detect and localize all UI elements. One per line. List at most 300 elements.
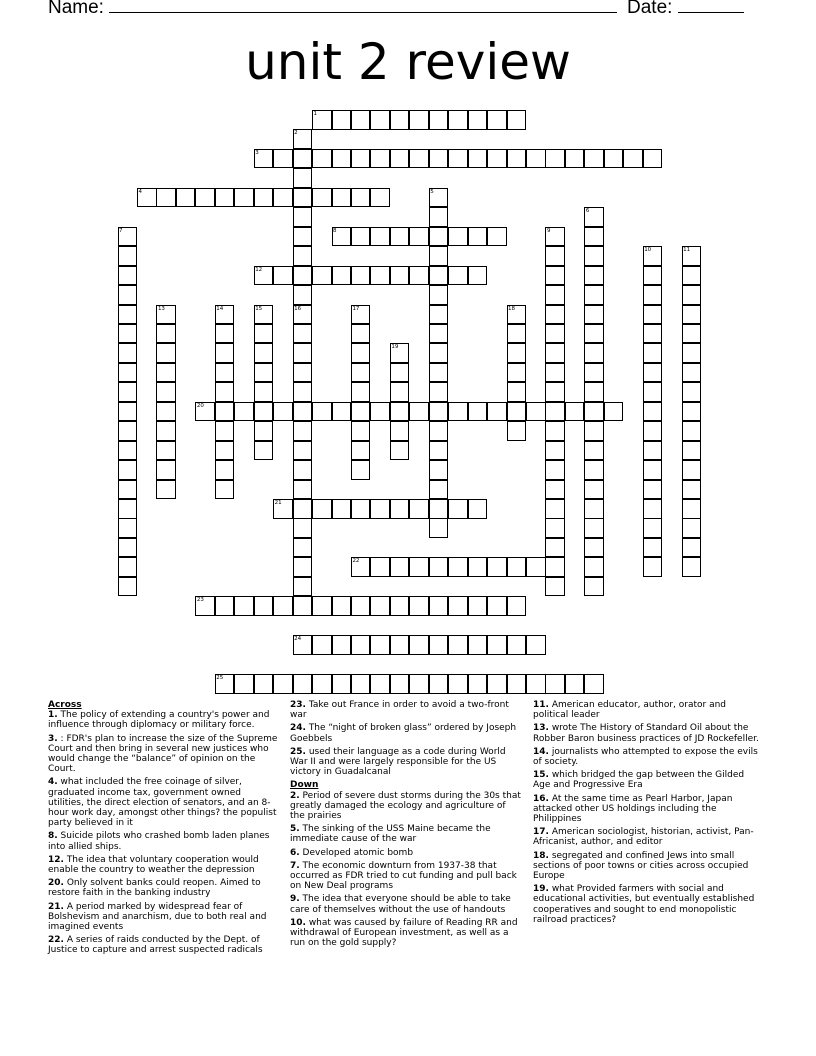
grid-cell[interactable] xyxy=(448,635,468,655)
grid-cell[interactable] xyxy=(565,674,585,694)
grid-cell[interactable] xyxy=(448,499,468,519)
grid-cell[interactable] xyxy=(643,149,663,169)
grid-cell[interactable] xyxy=(468,227,488,247)
grid-cell[interactable] xyxy=(545,441,565,461)
grid-cell[interactable] xyxy=(351,324,371,344)
grid-cell[interactable] xyxy=(409,227,429,247)
grid-cell[interactable] xyxy=(682,305,702,325)
grid-cell[interactable] xyxy=(293,188,313,208)
grid-cell[interactable] xyxy=(312,674,332,694)
grid-cell[interactable] xyxy=(332,266,352,286)
grid-cell[interactable] xyxy=(118,285,138,305)
grid-cell[interactable] xyxy=(156,324,176,344)
grid-cell[interactable] xyxy=(215,460,235,480)
grid-cell[interactable] xyxy=(118,343,138,363)
grid-cell[interactable] xyxy=(312,499,332,519)
grid-cell[interactable] xyxy=(409,110,429,130)
grid-cell[interactable] xyxy=(215,402,235,422)
grid-cell[interactable] xyxy=(351,266,371,286)
grid-cell[interactable] xyxy=(429,480,449,500)
grid-cell[interactable] xyxy=(156,363,176,383)
grid-cell[interactable] xyxy=(429,110,449,130)
grid-cell[interactable] xyxy=(351,596,371,616)
grid-cell[interactable] xyxy=(643,305,663,325)
grid-cell[interactable] xyxy=(468,402,488,422)
grid-cell[interactable] xyxy=(487,402,507,422)
grid-cell[interactable] xyxy=(118,266,138,286)
grid-cell[interactable] xyxy=(118,324,138,344)
grid-cell[interactable] xyxy=(370,499,390,519)
grid-cell[interactable] xyxy=(507,557,527,577)
grid-cell[interactable] xyxy=(234,596,254,616)
grid-cell[interactable] xyxy=(254,343,274,363)
grid-cell[interactable] xyxy=(507,149,527,169)
grid-cell[interactable] xyxy=(390,635,410,655)
grid-cell[interactable] xyxy=(682,538,702,558)
grid-cell[interactable] xyxy=(312,402,332,422)
grid-cell[interactable] xyxy=(390,441,410,461)
grid-cell[interactable] xyxy=(293,246,313,266)
grid-cell[interactable] xyxy=(351,441,371,461)
grid-cell[interactable] xyxy=(215,363,235,383)
grid-cell[interactable] xyxy=(176,188,196,208)
grid-cell[interactable] xyxy=(351,635,371,655)
grid-cell[interactable] xyxy=(429,324,449,344)
grid-cell[interactable] xyxy=(370,227,390,247)
grid-cell[interactable] xyxy=(643,382,663,402)
grid-cell[interactable] xyxy=(487,110,507,130)
grid-cell[interactable] xyxy=(643,402,663,422)
grid-cell[interactable] xyxy=(584,227,604,247)
grid-cell[interactable] xyxy=(584,285,604,305)
grid-cell[interactable] xyxy=(254,596,274,616)
grid-cell[interactable] xyxy=(545,480,565,500)
grid-cell[interactable] xyxy=(118,460,138,480)
grid-cell[interactable] xyxy=(351,382,371,402)
grid-cell[interactable] xyxy=(584,421,604,441)
grid-cell[interactable] xyxy=(118,402,138,422)
grid-cell[interactable] xyxy=(293,499,313,519)
grid-cell[interactable] xyxy=(545,324,565,344)
grid-cell[interactable] xyxy=(293,480,313,500)
grid-cell[interactable] xyxy=(293,343,313,363)
grid-cell[interactable] xyxy=(273,149,293,169)
grid-cell[interactable] xyxy=(507,421,527,441)
grid-cell[interactable] xyxy=(584,480,604,500)
grid-cell[interactable] xyxy=(429,635,449,655)
grid-cell[interactable] xyxy=(293,577,313,597)
grid-cell[interactable] xyxy=(682,499,702,519)
grid-cell[interactable] xyxy=(526,674,546,694)
grid-cell[interactable] xyxy=(468,266,488,286)
grid-cell[interactable] xyxy=(448,402,468,422)
grid-cell[interactable] xyxy=(332,674,352,694)
grid-cell[interactable] xyxy=(409,674,429,694)
grid-cell[interactable] xyxy=(215,480,235,500)
grid-cell[interactable] xyxy=(312,266,332,286)
grid-cell[interactable] xyxy=(293,538,313,558)
grid-cell[interactable] xyxy=(254,674,274,694)
grid-cell[interactable] xyxy=(584,149,604,169)
grid-cell[interactable] xyxy=(682,382,702,402)
grid-cell[interactable] xyxy=(429,402,449,422)
grid-cell[interactable] xyxy=(429,674,449,694)
grid-cell[interactable] xyxy=(545,518,565,538)
grid-cell[interactable] xyxy=(429,518,449,538)
grid-cell[interactable] xyxy=(293,421,313,441)
grid-cell[interactable] xyxy=(429,266,449,286)
grid-cell[interactable] xyxy=(643,266,663,286)
grid-cell[interactable] xyxy=(429,246,449,266)
grid-cell[interactable] xyxy=(507,363,527,383)
grid-cell[interactable] xyxy=(682,518,702,538)
grid-cell[interactable] xyxy=(643,480,663,500)
grid-cell[interactable] xyxy=(332,402,352,422)
grid-cell[interactable] xyxy=(584,538,604,558)
grid-cell[interactable] xyxy=(156,421,176,441)
grid-cell[interactable] xyxy=(682,557,702,577)
grid-cell[interactable] xyxy=(118,363,138,383)
grid-cell[interactable] xyxy=(293,285,313,305)
grid-cell[interactable] xyxy=(526,635,546,655)
grid-cell[interactable] xyxy=(682,266,702,286)
grid-cell[interactable] xyxy=(565,149,585,169)
grid-cell[interactable] xyxy=(390,596,410,616)
grid-cell[interactable] xyxy=(293,363,313,383)
grid-cell[interactable] xyxy=(312,596,332,616)
grid-cell[interactable] xyxy=(118,246,138,266)
grid-cell[interactable] xyxy=(643,343,663,363)
grid-cell[interactable] xyxy=(682,441,702,461)
grid-cell[interactable] xyxy=(429,460,449,480)
grid-cell[interactable] xyxy=(390,149,410,169)
grid-cell[interactable] xyxy=(215,421,235,441)
grid-cell[interactable] xyxy=(584,382,604,402)
grid-cell[interactable] xyxy=(545,402,565,422)
grid-cell[interactable] xyxy=(468,110,488,130)
grid-cell[interactable] xyxy=(545,305,565,325)
grid-cell[interactable] xyxy=(682,363,702,383)
grid-cell[interactable] xyxy=(390,363,410,383)
grid-cell[interactable] xyxy=(545,557,565,577)
grid-cell[interactable] xyxy=(682,285,702,305)
grid-cell[interactable] xyxy=(429,305,449,325)
grid-cell[interactable] xyxy=(351,674,371,694)
grid-cell[interactable] xyxy=(332,635,352,655)
grid-cell[interactable] xyxy=(545,538,565,558)
grid-cell[interactable] xyxy=(545,460,565,480)
grid-cell[interactable] xyxy=(545,285,565,305)
grid-cell[interactable] xyxy=(118,382,138,402)
grid-cell[interactable] xyxy=(351,188,371,208)
grid-cell[interactable] xyxy=(254,363,274,383)
grid-cell[interactable] xyxy=(584,343,604,363)
grid-cell[interactable] xyxy=(118,557,138,577)
grid-cell[interactable] xyxy=(118,499,138,519)
grid-cell[interactable] xyxy=(643,363,663,383)
grid-cell[interactable] xyxy=(351,499,371,519)
grid-cell[interactable] xyxy=(468,499,488,519)
grid-cell[interactable] xyxy=(448,227,468,247)
grid-cell[interactable] xyxy=(351,343,371,363)
grid-cell[interactable] xyxy=(468,596,488,616)
grid-cell[interactable] xyxy=(682,460,702,480)
grid-cell[interactable] xyxy=(623,149,643,169)
grid-cell[interactable] xyxy=(118,421,138,441)
grid-cell[interactable] xyxy=(487,227,507,247)
grid-cell[interactable] xyxy=(215,188,235,208)
grid-cell[interactable] xyxy=(448,110,468,130)
grid-cell[interactable] xyxy=(682,343,702,363)
grid-cell[interactable] xyxy=(215,596,235,616)
grid-cell[interactable] xyxy=(468,557,488,577)
grid-cell[interactable] xyxy=(118,441,138,461)
grid-cell[interactable] xyxy=(351,421,371,441)
grid-cell[interactable] xyxy=(409,149,429,169)
grid-cell[interactable] xyxy=(584,518,604,538)
grid-cell[interactable] xyxy=(332,188,352,208)
grid-cell[interactable] xyxy=(584,499,604,519)
grid-cell[interactable] xyxy=(682,324,702,344)
grid-cell[interactable] xyxy=(409,596,429,616)
grid-cell[interactable] xyxy=(643,441,663,461)
grid-cell[interactable] xyxy=(526,557,546,577)
grid-cell[interactable] xyxy=(273,188,293,208)
grid-cell[interactable] xyxy=(448,266,468,286)
grid-cell[interactable] xyxy=(390,674,410,694)
name-field-line[interactable] xyxy=(109,0,617,13)
grid-cell[interactable] xyxy=(351,460,371,480)
grid-cell[interactable] xyxy=(643,538,663,558)
grid-cell[interactable] xyxy=(507,635,527,655)
grid-cell[interactable] xyxy=(215,343,235,363)
grid-cell[interactable] xyxy=(156,441,176,461)
grid-cell[interactable] xyxy=(409,557,429,577)
grid-cell[interactable] xyxy=(273,402,293,422)
grid-cell[interactable] xyxy=(254,441,274,461)
grid-cell[interactable] xyxy=(312,188,332,208)
grid-cell[interactable] xyxy=(545,674,565,694)
grid-cell[interactable] xyxy=(545,499,565,519)
grid-cell[interactable] xyxy=(468,635,488,655)
grid-cell[interactable] xyxy=(370,674,390,694)
grid-cell[interactable] xyxy=(584,324,604,344)
grid-cell[interactable] xyxy=(409,499,429,519)
grid-cell[interactable] xyxy=(293,227,313,247)
date-field-line[interactable] xyxy=(678,0,744,13)
grid-cell[interactable] xyxy=(429,499,449,519)
grid-cell[interactable] xyxy=(312,635,332,655)
grid-cell[interactable] xyxy=(429,285,449,305)
grid-cell[interactable] xyxy=(293,402,313,422)
grid-cell[interactable] xyxy=(429,149,449,169)
grid-cell[interactable] xyxy=(584,460,604,480)
grid-cell[interactable] xyxy=(507,402,527,422)
grid-cell[interactable] xyxy=(507,343,527,363)
grid-cell[interactable] xyxy=(370,188,390,208)
grid-cell[interactable] xyxy=(429,343,449,363)
grid-cell[interactable] xyxy=(118,577,138,597)
grid-cell[interactable] xyxy=(429,557,449,577)
grid-cell[interactable] xyxy=(487,635,507,655)
grid-cell[interactable] xyxy=(545,149,565,169)
grid-cell[interactable] xyxy=(604,149,624,169)
grid-cell[interactable] xyxy=(332,596,352,616)
grid-cell[interactable] xyxy=(390,499,410,519)
grid-cell[interactable] xyxy=(234,674,254,694)
grid-cell[interactable] xyxy=(156,382,176,402)
grid-cell[interactable] xyxy=(468,149,488,169)
grid-cell[interactable] xyxy=(507,324,527,344)
grid-cell[interactable] xyxy=(409,635,429,655)
grid-cell[interactable] xyxy=(156,402,176,422)
grid-cell[interactable] xyxy=(468,674,488,694)
grid-cell[interactable] xyxy=(487,149,507,169)
grid-cell[interactable] xyxy=(370,110,390,130)
grid-cell[interactable] xyxy=(390,382,410,402)
grid-cell[interactable] xyxy=(584,441,604,461)
grid-cell[interactable] xyxy=(584,674,604,694)
grid-cell[interactable] xyxy=(370,635,390,655)
grid-cell[interactable] xyxy=(293,149,313,169)
grid-cell[interactable] xyxy=(293,460,313,480)
grid-cell[interactable] xyxy=(390,402,410,422)
grid-cell[interactable] xyxy=(584,305,604,325)
grid-cell[interactable] xyxy=(370,149,390,169)
grid-cell[interactable] xyxy=(487,596,507,616)
grid-cell[interactable] xyxy=(429,421,449,441)
grid-cell[interactable] xyxy=(409,266,429,286)
grid-cell[interactable] xyxy=(293,441,313,461)
grid-cell[interactable] xyxy=(215,324,235,344)
grid-cell[interactable] xyxy=(273,266,293,286)
grid-cell[interactable] xyxy=(507,110,527,130)
grid-cell[interactable] xyxy=(526,149,546,169)
grid-cell[interactable] xyxy=(312,149,332,169)
grid-cell[interactable] xyxy=(545,363,565,383)
grid-cell[interactable] xyxy=(545,577,565,597)
grid-cell[interactable] xyxy=(448,557,468,577)
grid-cell[interactable] xyxy=(293,266,313,286)
grid-cell[interactable] xyxy=(526,402,546,422)
grid-cell[interactable] xyxy=(370,402,390,422)
grid-cell[interactable] xyxy=(584,363,604,383)
grid-cell[interactable] xyxy=(351,149,371,169)
grid-cell[interactable] xyxy=(643,421,663,441)
grid-cell[interactable] xyxy=(351,110,371,130)
grid-cell[interactable] xyxy=(584,557,604,577)
grid-cell[interactable] xyxy=(409,402,429,422)
grid-cell[interactable] xyxy=(487,557,507,577)
grid-cell[interactable] xyxy=(545,421,565,441)
grid-cell[interactable] xyxy=(448,674,468,694)
grid-cell[interactable] xyxy=(370,596,390,616)
grid-cell[interactable] xyxy=(293,557,313,577)
grid-cell[interactable] xyxy=(429,363,449,383)
grid-cell[interactable] xyxy=(118,518,138,538)
grid-cell[interactable] xyxy=(448,149,468,169)
grid-cell[interactable] xyxy=(370,266,390,286)
grid-cell[interactable] xyxy=(273,674,293,694)
grid-cell[interactable] xyxy=(351,227,371,247)
grid-cell[interactable] xyxy=(429,596,449,616)
grid-cell[interactable] xyxy=(507,382,527,402)
grid-cell[interactable] xyxy=(195,188,215,208)
grid-cell[interactable] xyxy=(156,188,176,208)
grid-cell[interactable] xyxy=(332,499,352,519)
grid-cell[interactable] xyxy=(273,596,293,616)
grid-cell[interactable] xyxy=(643,285,663,305)
grid-cell[interactable] xyxy=(293,674,313,694)
grid-cell[interactable] xyxy=(370,557,390,577)
grid-cell[interactable] xyxy=(604,402,624,422)
grid-cell[interactable] xyxy=(584,266,604,286)
grid-cell[interactable] xyxy=(234,188,254,208)
grid-cell[interactable] xyxy=(351,363,371,383)
grid-cell[interactable] xyxy=(118,305,138,325)
grid-cell[interactable] xyxy=(118,538,138,558)
grid-cell[interactable] xyxy=(545,266,565,286)
grid-cell[interactable] xyxy=(234,402,254,422)
grid-cell[interactable] xyxy=(545,343,565,363)
grid-cell[interactable] xyxy=(682,421,702,441)
grid-cell[interactable] xyxy=(293,324,313,344)
grid-cell[interactable] xyxy=(429,382,449,402)
grid-cell[interactable] xyxy=(293,207,313,227)
grid-cell[interactable] xyxy=(254,382,274,402)
grid-cell[interactable] xyxy=(682,402,702,422)
grid-cell[interactable] xyxy=(643,324,663,344)
grid-cell[interactable] xyxy=(643,460,663,480)
grid-cell[interactable] xyxy=(429,227,449,247)
grid-cell[interactable] xyxy=(293,168,313,188)
grid-cell[interactable] xyxy=(584,402,604,422)
grid-cell[interactable] xyxy=(487,674,507,694)
grid-cell[interactable] xyxy=(293,382,313,402)
grid-cell[interactable] xyxy=(390,266,410,286)
grid-cell[interactable] xyxy=(254,421,274,441)
grid-cell[interactable] xyxy=(390,557,410,577)
grid-cell[interactable] xyxy=(643,557,663,577)
grid-cell[interactable] xyxy=(565,402,585,422)
grid-cell[interactable] xyxy=(584,246,604,266)
grid-cell[interactable] xyxy=(254,188,274,208)
grid-cell[interactable] xyxy=(254,402,274,422)
grid-cell[interactable] xyxy=(545,382,565,402)
grid-cell[interactable] xyxy=(293,596,313,616)
grid-cell[interactable] xyxy=(156,480,176,500)
grid-cell[interactable] xyxy=(682,480,702,500)
grid-cell[interactable] xyxy=(643,518,663,538)
grid-cell[interactable] xyxy=(390,227,410,247)
grid-cell[interactable] xyxy=(156,460,176,480)
grid-cell[interactable] xyxy=(390,421,410,441)
grid-cell[interactable] xyxy=(545,246,565,266)
grid-cell[interactable] xyxy=(507,674,527,694)
grid-cell[interactable] xyxy=(156,343,176,363)
grid-cell[interactable] xyxy=(351,402,371,422)
grid-cell[interactable] xyxy=(390,110,410,130)
grid-cell[interactable] xyxy=(429,207,449,227)
grid-cell[interactable] xyxy=(254,324,274,344)
grid-cell[interactable] xyxy=(643,499,663,519)
grid-cell[interactable] xyxy=(293,518,313,538)
grid-cell[interactable] xyxy=(448,596,468,616)
grid-cell[interactable] xyxy=(332,149,352,169)
grid-cell[interactable] xyxy=(215,441,235,461)
grid-cell[interactable] xyxy=(584,577,604,597)
grid-cell[interactable] xyxy=(507,596,527,616)
